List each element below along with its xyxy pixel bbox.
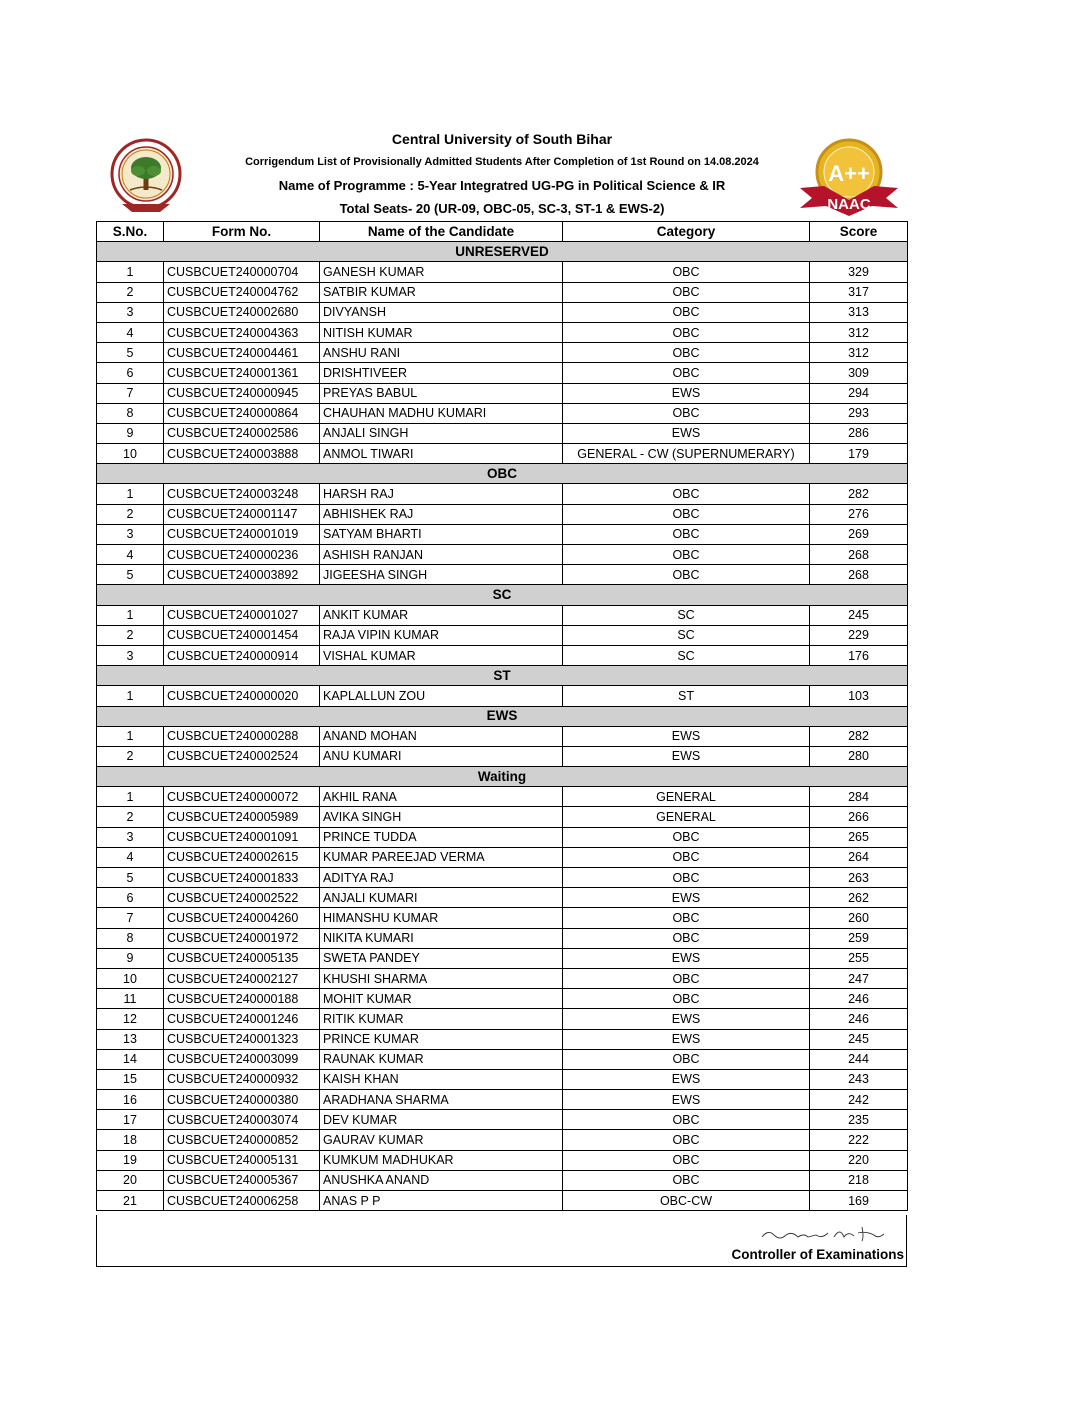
cell-score: 282 xyxy=(810,726,908,746)
cell-sno: 19 xyxy=(97,1150,164,1170)
cell-form-no: CUSBCUET240002524 xyxy=(164,746,320,766)
cell-score: 309 xyxy=(810,363,908,383)
cell-sno: 1 xyxy=(97,726,164,746)
cell-candidate-name: RITIK KUMAR xyxy=(320,1009,563,1029)
table-row xyxy=(97,726,908,746)
cell-score: 218 xyxy=(810,1170,908,1190)
table-row xyxy=(97,888,908,908)
cell-candidate-name: ANAS P P xyxy=(320,1191,563,1211)
controller-designation: Controller of Examinations xyxy=(731,1247,904,1262)
cell-category: EWS xyxy=(563,726,810,746)
cell-category: EWS xyxy=(563,1090,810,1110)
cell-category: OBC xyxy=(563,322,810,342)
table-row xyxy=(97,645,908,665)
section-row xyxy=(97,585,908,605)
cell-sno: 13 xyxy=(97,1029,164,1049)
cell-candidate-name: PRINCE KUMAR xyxy=(320,1029,563,1049)
table-row xyxy=(97,322,908,342)
cell-sno: 5 xyxy=(97,868,164,888)
cell-sno: 2 xyxy=(97,625,164,645)
cell-score: 268 xyxy=(810,545,908,565)
cell-sno: 2 xyxy=(97,504,164,524)
cell-candidate-name: KUMAR PAREEJAD VERMA xyxy=(320,847,563,867)
table-body xyxy=(97,242,908,1211)
cell-form-no: CUSBCUET240003074 xyxy=(164,1110,320,1130)
cell-category: EWS xyxy=(563,423,810,443)
cell-sno: 7 xyxy=(97,383,164,403)
cell-candidate-name: RAJA VIPIN KUMAR xyxy=(320,625,563,645)
cell-category: OBC xyxy=(563,908,810,928)
cell-category: SC xyxy=(563,605,810,625)
cell-form-no: CUSBCUET240002680 xyxy=(164,302,320,322)
cell-score: 246 xyxy=(810,1009,908,1029)
cell-category: EWS xyxy=(563,1069,810,1089)
table-row xyxy=(97,343,908,363)
cell-category: OBC xyxy=(563,1170,810,1190)
cell-form-no: CUSBCUET240001361 xyxy=(164,363,320,383)
table-row xyxy=(97,1009,908,1029)
table-header-row xyxy=(97,222,908,242)
column-header-sno: S.No. xyxy=(97,222,164,242)
cell-score: 266 xyxy=(810,807,908,827)
table-row xyxy=(97,262,908,282)
cell-form-no: CUSBCUET240000864 xyxy=(164,403,320,423)
cell-candidate-name: ABHISHEK RAJ xyxy=(320,504,563,524)
table-row xyxy=(97,1049,908,1069)
cell-sno: 21 xyxy=(97,1191,164,1211)
cell-category: OBC xyxy=(563,282,810,302)
cell-candidate-name: ANJALI SINGH xyxy=(320,423,563,443)
cell-sno: 8 xyxy=(97,403,164,423)
table-row xyxy=(97,948,908,968)
cell-category: OBC xyxy=(563,302,810,322)
cell-form-no: CUSBCUET240002615 xyxy=(164,847,320,867)
cell-candidate-name: KHUSHI SHARMA xyxy=(320,968,563,988)
cell-score: 220 xyxy=(810,1150,908,1170)
cell-category: GENERAL - CW (SUPERNUMERARY) xyxy=(563,444,810,464)
cell-sno: 10 xyxy=(97,444,164,464)
cell-candidate-name: PRINCE TUDDA xyxy=(320,827,563,847)
cell-sno: 3 xyxy=(97,524,164,544)
table-row xyxy=(97,423,908,443)
cell-score: 242 xyxy=(810,1090,908,1110)
cell-form-no: CUSBCUET240001027 xyxy=(164,605,320,625)
cell-score: 245 xyxy=(810,605,908,625)
table-row xyxy=(97,484,908,504)
cell-form-no: CUSBCUET240006258 xyxy=(164,1191,320,1211)
cell-candidate-name: GAURAV KUMAR xyxy=(320,1130,563,1150)
table-row xyxy=(97,545,908,565)
column-header-category: Category xyxy=(563,222,810,242)
cell-candidate-name: MOHIT KUMAR xyxy=(320,989,563,1009)
section-row xyxy=(97,242,908,262)
cell-form-no: CUSBCUET240003892 xyxy=(164,565,320,585)
cell-form-no: CUSBCUET240001147 xyxy=(164,504,320,524)
cell-sno: 3 xyxy=(97,302,164,322)
cell-form-no: CUSBCUET240000914 xyxy=(164,645,320,665)
table-row xyxy=(97,444,908,464)
table-row xyxy=(97,1150,908,1170)
cell-form-no: CUSBCUET240000852 xyxy=(164,1130,320,1150)
cell-form-no: CUSBCUET240001323 xyxy=(164,1029,320,1049)
table-row xyxy=(97,968,908,988)
cell-form-no: CUSBCUET240000020 xyxy=(164,686,320,706)
cell-sno: 2 xyxy=(97,807,164,827)
cell-candidate-name: ANU KUMARI xyxy=(320,746,563,766)
cell-sno: 18 xyxy=(97,1130,164,1150)
cell-candidate-name: NITISH KUMAR xyxy=(320,322,563,342)
cell-form-no: CUSBCUET240001246 xyxy=(164,1009,320,1029)
cell-sno: 6 xyxy=(97,888,164,908)
cell-candidate-name: ANMOL TIWARI xyxy=(320,444,563,464)
cell-score: 103 xyxy=(810,686,908,706)
cell-score: 176 xyxy=(810,645,908,665)
cell-score: 269 xyxy=(810,524,908,544)
section-title: EWS xyxy=(97,706,908,726)
cell-candidate-name: SATYAM BHARTI xyxy=(320,524,563,544)
table-row xyxy=(97,383,908,403)
cell-sno: 12 xyxy=(97,1009,164,1029)
cell-category: EWS xyxy=(563,888,810,908)
cell-form-no: CUSBCUET240000072 xyxy=(164,787,320,807)
cell-sno: 16 xyxy=(97,1090,164,1110)
cell-category: OBC xyxy=(563,968,810,988)
cell-sno: 3 xyxy=(97,645,164,665)
cell-category: OBC xyxy=(563,262,810,282)
cell-score: 286 xyxy=(810,423,908,443)
cell-sno: 3 xyxy=(97,827,164,847)
cell-sno: 10 xyxy=(97,968,164,988)
cell-form-no: CUSBCUET240001019 xyxy=(164,524,320,544)
cell-candidate-name: KAISH KHAN xyxy=(320,1069,563,1089)
cell-sno: 1 xyxy=(97,686,164,706)
cell-category: OBC xyxy=(563,868,810,888)
table-row xyxy=(97,686,908,706)
cell-score: 179 xyxy=(810,444,908,464)
cell-score: 263 xyxy=(810,868,908,888)
cell-score: 276 xyxy=(810,504,908,524)
cell-candidate-name: HIMANSHU KUMAR xyxy=(320,908,563,928)
cell-category: EWS xyxy=(563,1029,810,1049)
cell-category: OBC xyxy=(563,1150,810,1170)
cell-form-no: CUSBCUET240004461 xyxy=(164,343,320,363)
cell-score: 265 xyxy=(810,827,908,847)
cell-candidate-name: AVIKA SINGH xyxy=(320,807,563,827)
cell-candidate-name: NIKITA KUMARI xyxy=(320,928,563,948)
cell-form-no: CUSBCUET240000704 xyxy=(164,262,320,282)
cell-form-no: CUSBCUET240001833 xyxy=(164,868,320,888)
table-row xyxy=(97,787,908,807)
table-row xyxy=(97,827,908,847)
cell-score: 312 xyxy=(810,343,908,363)
cell-category: OBC xyxy=(563,827,810,847)
cell-category: EWS xyxy=(563,1009,810,1029)
cell-score: 262 xyxy=(810,888,908,908)
table-row xyxy=(97,807,908,827)
cell-category: OBC xyxy=(563,484,810,504)
cell-category: OBC xyxy=(563,524,810,544)
cell-category: GENERAL xyxy=(563,807,810,827)
cell-candidate-name: DEV KUMAR xyxy=(320,1110,563,1130)
cell-candidate-name: CHAUHAN MADHU KUMARI xyxy=(320,403,563,423)
cell-score: 243 xyxy=(810,1069,908,1089)
table-row xyxy=(97,524,908,544)
cell-sno: 4 xyxy=(97,847,164,867)
cell-sno: 15 xyxy=(97,1069,164,1089)
cell-category: OBC xyxy=(563,928,810,948)
cell-score: 280 xyxy=(810,746,908,766)
cell-category: OBC xyxy=(563,403,810,423)
section-title: UNRESERVED xyxy=(97,242,908,262)
cell-category: SC xyxy=(563,645,810,665)
cell-sno: 2 xyxy=(97,746,164,766)
table-row xyxy=(97,746,908,766)
cell-candidate-name: RAUNAK KUMAR xyxy=(320,1049,563,1069)
cell-sno: 20 xyxy=(97,1170,164,1190)
column-header-score: Score xyxy=(810,222,908,242)
cell-score: 313 xyxy=(810,302,908,322)
cell-candidate-name: SATBIR KUMAR xyxy=(320,282,563,302)
cell-category: OBC xyxy=(563,545,810,565)
cell-form-no: CUSBCUET240005989 xyxy=(164,807,320,827)
cell-category: OBC xyxy=(563,1110,810,1130)
cell-candidate-name: VISHAL KUMAR xyxy=(320,645,563,665)
cell-sno: 8 xyxy=(97,928,164,948)
cell-form-no: CUSBCUET240005367 xyxy=(164,1170,320,1190)
cell-category: OBC-CW xyxy=(563,1191,810,1211)
cell-score: 329 xyxy=(810,262,908,282)
cell-form-no: CUSBCUET240003888 xyxy=(164,444,320,464)
table-row xyxy=(97,625,908,645)
cell-candidate-name: DIVYANSH xyxy=(320,302,563,322)
section-row xyxy=(97,706,908,726)
cell-candidate-name: HARSH RAJ xyxy=(320,484,563,504)
naac-name-text: NAAC xyxy=(827,196,871,213)
cell-candidate-name: ANKIT KUMAR xyxy=(320,605,563,625)
cell-form-no: CUSBCUET240003248 xyxy=(164,484,320,504)
section-title: Waiting xyxy=(97,767,908,787)
cell-form-no: CUSBCUET240000288 xyxy=(164,726,320,746)
cell-sno: 4 xyxy=(97,322,164,342)
cell-form-no: CUSBCUET240001091 xyxy=(164,827,320,847)
cell-sno: 5 xyxy=(97,343,164,363)
cell-category: OBC xyxy=(563,565,810,585)
cell-candidate-name: ASHISH RANJAN xyxy=(320,545,563,565)
cell-score: 282 xyxy=(810,484,908,504)
university-name: Central University of South Bihar xyxy=(391,131,613,147)
cell-candidate-name: ANAND MOHAN xyxy=(320,726,563,746)
cell-score: 247 xyxy=(810,968,908,988)
table-row xyxy=(97,1029,908,1049)
cell-sno: 5 xyxy=(97,565,164,585)
cell-category: EWS xyxy=(563,383,810,403)
cell-candidate-name: DRISHTIVEER xyxy=(320,363,563,383)
table-row xyxy=(97,1170,908,1190)
cell-score: 255 xyxy=(810,948,908,968)
signature-block xyxy=(96,1215,907,1267)
table-row xyxy=(97,403,908,423)
cell-sno: 4 xyxy=(97,545,164,565)
cell-sno: 9 xyxy=(97,423,164,443)
cell-candidate-name: JIGEESHA SINGH xyxy=(320,565,563,585)
cell-category: OBC xyxy=(563,1049,810,1069)
cell-candidate-name: PREYAS BABUL xyxy=(320,383,563,403)
table-row xyxy=(97,363,908,383)
cell-form-no: CUSBCUET240004260 xyxy=(164,908,320,928)
table-row xyxy=(97,1130,908,1150)
cell-candidate-name: KAPLALLUN ZOU xyxy=(320,686,563,706)
table-row xyxy=(97,868,908,888)
cell-category: GENERAL xyxy=(563,787,810,807)
cell-sno: 7 xyxy=(97,908,164,928)
table-row xyxy=(97,908,908,928)
cell-candidate-name: ADITYA RAJ xyxy=(320,868,563,888)
cell-category: EWS xyxy=(563,746,810,766)
cell-score: 317 xyxy=(810,282,908,302)
table-row xyxy=(97,504,908,524)
cell-category: OBC xyxy=(563,989,810,1009)
cell-form-no: CUSBCUET240000932 xyxy=(164,1069,320,1089)
cell-sno: 1 xyxy=(97,787,164,807)
cell-score: 244 xyxy=(810,1049,908,1069)
cell-sno: 9 xyxy=(97,948,164,968)
cell-category: OBC xyxy=(563,504,810,524)
table-row xyxy=(97,1090,908,1110)
cell-form-no: CUSBCUET240000380 xyxy=(164,1090,320,1110)
cell-score: 245 xyxy=(810,1029,908,1049)
cell-form-no: CUSBCUET240005135 xyxy=(164,948,320,968)
cell-score: 264 xyxy=(810,847,908,867)
table-row xyxy=(97,565,908,585)
cell-score: 312 xyxy=(810,322,908,342)
cell-category: EWS xyxy=(563,948,810,968)
cell-sno: 1 xyxy=(97,605,164,625)
table-row xyxy=(97,989,908,1009)
cell-category: OBC xyxy=(563,847,810,867)
cell-form-no: CUSBCUET240003099 xyxy=(164,1049,320,1069)
cell-score: 268 xyxy=(810,565,908,585)
cell-form-no: CUSBCUET240002586 xyxy=(164,423,320,443)
cell-score: 169 xyxy=(810,1191,908,1211)
cell-sno: 17 xyxy=(97,1110,164,1130)
cell-category: OBC xyxy=(563,1130,810,1150)
table-row xyxy=(97,605,908,625)
section-row xyxy=(97,666,908,686)
cell-sno: 6 xyxy=(97,363,164,383)
cell-sno: 14 xyxy=(97,1049,164,1069)
cell-candidate-name: ANUSHKA ANAND xyxy=(320,1170,563,1190)
admission-list-table xyxy=(96,221,908,1211)
cell-score: 294 xyxy=(810,383,908,403)
cell-category: OBC xyxy=(563,343,810,363)
cell-score: 259 xyxy=(810,928,908,948)
cell-form-no: CUSBCUET240005131 xyxy=(164,1150,320,1170)
cell-form-no: CUSBCUET240001972 xyxy=(164,928,320,948)
cell-score: 235 xyxy=(810,1110,908,1130)
table-row xyxy=(97,1110,908,1130)
table-row xyxy=(97,282,908,302)
cell-form-no: CUSBCUET240004762 xyxy=(164,282,320,302)
column-header-form-no: Form No. xyxy=(164,222,320,242)
column-header-candidate-name: Name of the Candidate xyxy=(320,222,563,242)
table-row xyxy=(97,1069,908,1089)
cell-candidate-name: SWETA PANDEY xyxy=(320,948,563,968)
cell-form-no: CUSBCUET240004363 xyxy=(164,322,320,342)
cell-sno: 1 xyxy=(97,262,164,282)
table-row xyxy=(97,1191,908,1211)
cell-category: ST xyxy=(563,686,810,706)
cell-score: 222 xyxy=(810,1130,908,1150)
cell-candidate-name: ANJALI KUMARI xyxy=(320,888,563,908)
table-row xyxy=(97,302,908,322)
cell-candidate-name: ANSHU RANI xyxy=(320,343,563,363)
cell-form-no: CUSBCUET240002127 xyxy=(164,968,320,988)
section-title: SC xyxy=(97,585,908,605)
total-seats: Total Seats- 20 (UR-09, OBC-05, SC-3, ST-1 & EWS-2) xyxy=(339,201,665,216)
handwritten-signature xyxy=(758,1223,888,1245)
cell-category: OBC xyxy=(563,363,810,383)
notice-title: Corrigendum List of Provisionally Admitted Students After Completion of 1st Round on 14.08.2024 xyxy=(245,156,759,168)
table-row xyxy=(97,928,908,948)
naac-grade-text: A++ xyxy=(828,161,870,186)
cell-form-no: CUSBCUET240000236 xyxy=(164,545,320,565)
cell-sno: 11 xyxy=(97,989,164,1009)
section-row xyxy=(97,767,908,787)
cell-candidate-name: ARADHANA SHARMA xyxy=(320,1090,563,1110)
cell-form-no: CUSBCUET240000945 xyxy=(164,383,320,403)
cell-form-no: CUSBCUET240000188 xyxy=(164,989,320,1009)
cell-score: 260 xyxy=(810,908,908,928)
cell-score: 229 xyxy=(810,625,908,645)
section-title: OBC xyxy=(97,464,908,484)
programme-name: Name of Programme : 5-Year Integratred UG-PG in Political Science & IR xyxy=(278,178,726,193)
cell-score: 284 xyxy=(810,787,908,807)
cell-score: 246 xyxy=(810,989,908,1009)
cell-candidate-name: GANESH KUMAR xyxy=(320,262,563,282)
cell-sno: 1 xyxy=(97,484,164,504)
cell-candidate-name: KUMKUM MADHUKAR xyxy=(320,1150,563,1170)
cell-form-no: CUSBCUET240001454 xyxy=(164,625,320,645)
section-row xyxy=(97,464,908,484)
document-header xyxy=(97,128,907,220)
table-row xyxy=(97,847,908,867)
cell-form-no: CUSBCUET240002522 xyxy=(164,888,320,908)
section-title: ST xyxy=(97,666,908,686)
cell-category: SC xyxy=(563,625,810,645)
cell-sno: 2 xyxy=(97,282,164,302)
cell-candidate-name: AKHIL RANA xyxy=(320,787,563,807)
cell-score: 293 xyxy=(810,403,908,423)
